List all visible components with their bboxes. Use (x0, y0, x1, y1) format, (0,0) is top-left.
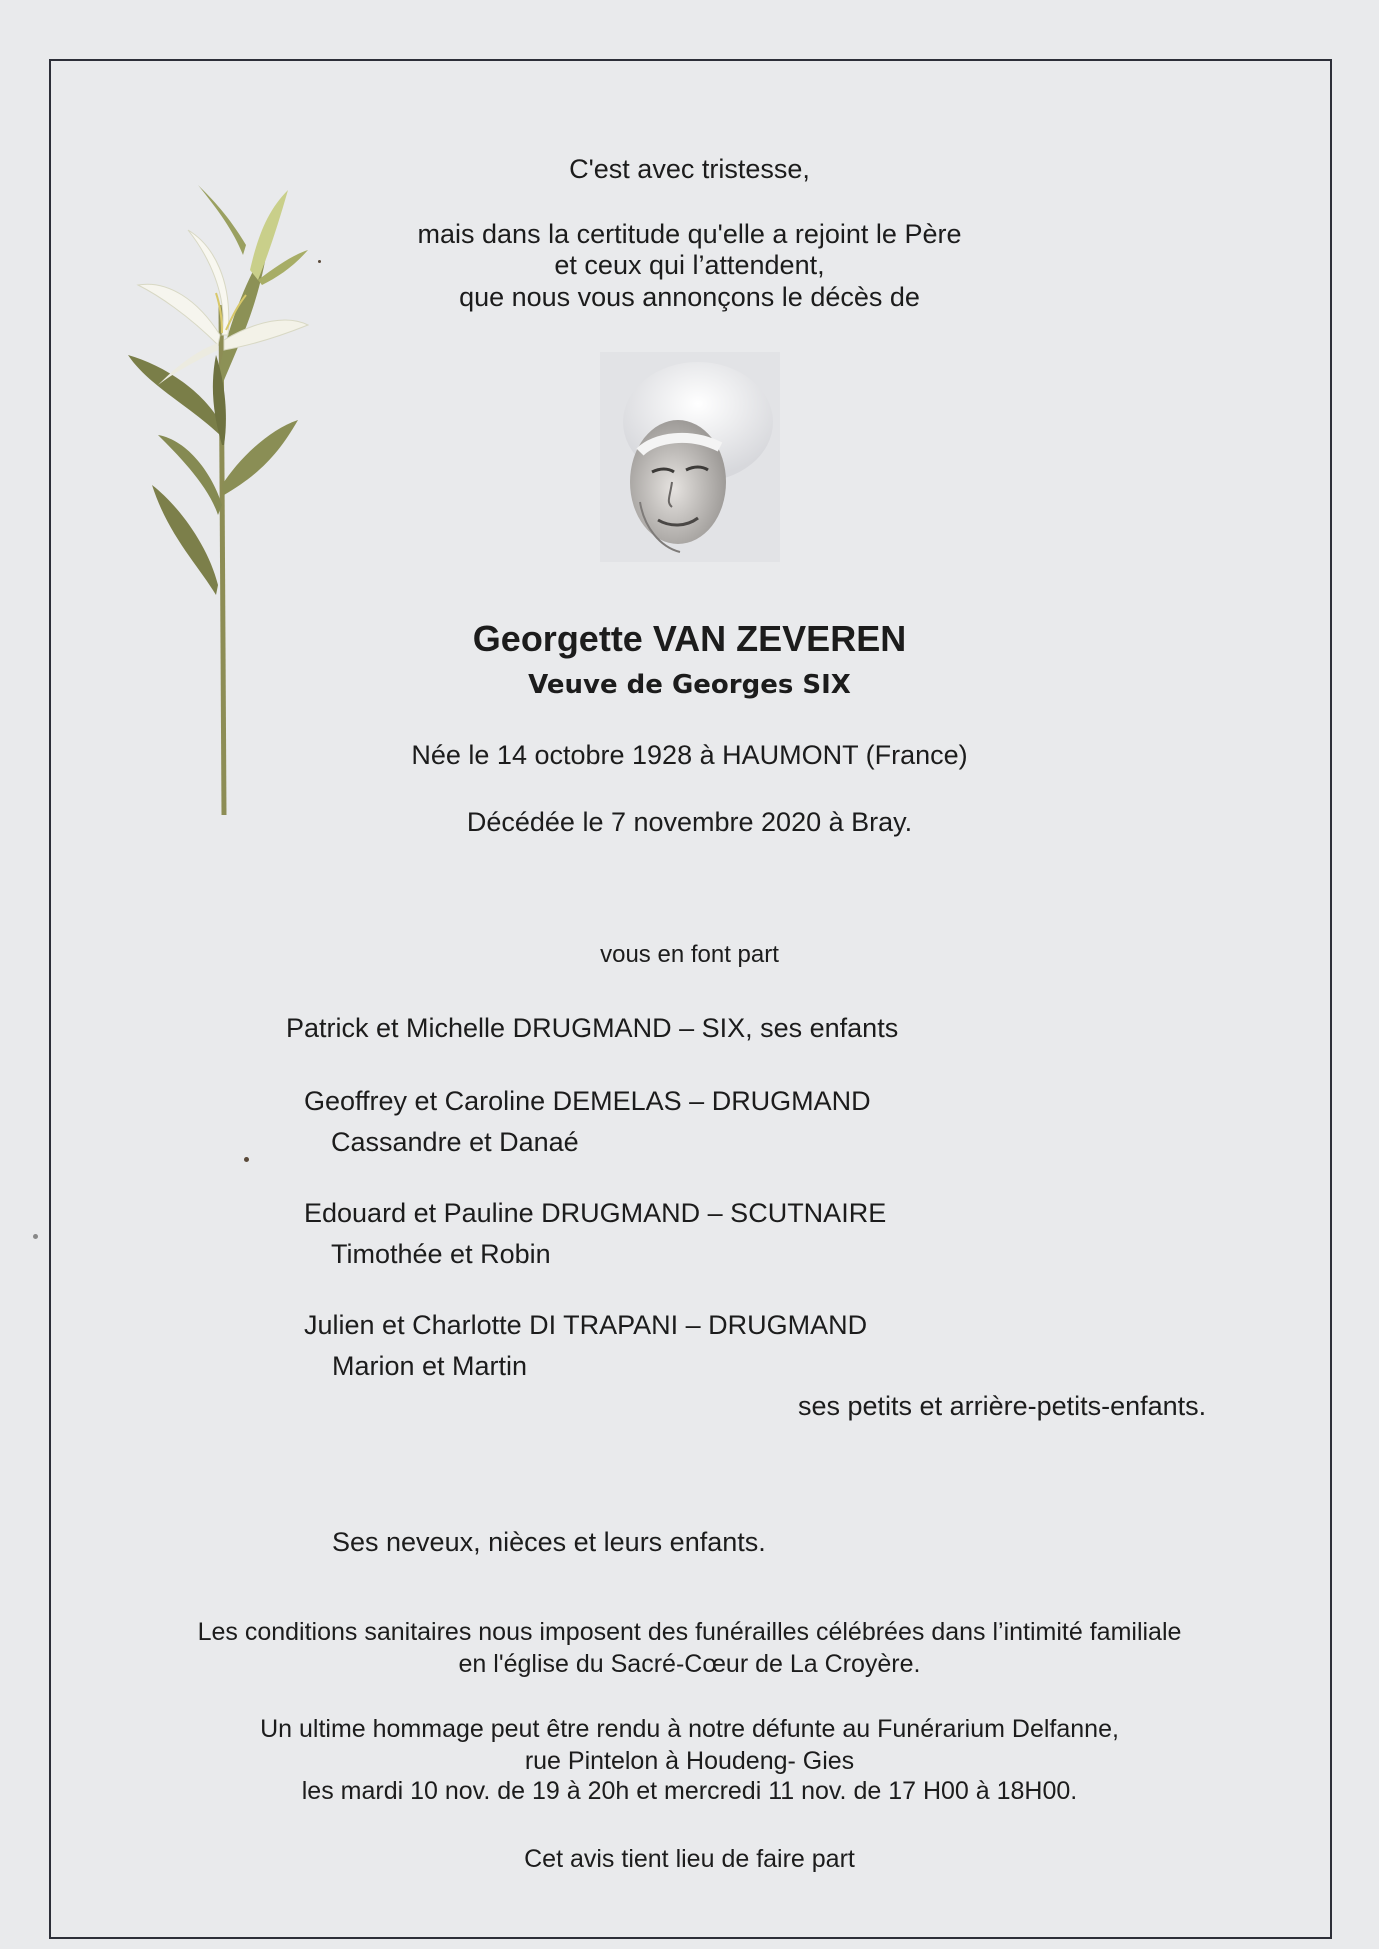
final-line: Cet avis tient lieu de faire part (524, 1845, 855, 1873)
grandchild-family-3: Julien et Charlotte DI TRAPANI – DRUGMAND (304, 1310, 868, 1340)
tribute-line-2: rue Pintelon à Houdeng- Gies (524, 1747, 855, 1775)
death-line: Décédée le 7 novembre 2020 à Bray. (466, 807, 913, 837)
lily-flower-illustration (118, 185, 318, 820)
sanitary-line-2: en l'église du Sacré-Cœur de La Croyère. (458, 1650, 921, 1678)
grandchildren-label: ses petits et arrière-petits-enfants. (798, 1391, 1207, 1421)
portrait-photo (600, 352, 780, 562)
children-line: Patrick et Michelle DRUGMAND – SIX, ses enfants (286, 1013, 899, 1043)
nephews-line: Ses neveux, nièces et leurs enfants. (332, 1527, 766, 1557)
tribute-line-1: Un ultime hommage peut être rendu à notre défunte au Funérarium Delfanne, (260, 1715, 1119, 1743)
tribute-line-3: les mardi 10 nov. de 19 à 20h et mercredi 11 nov. de 17 H00 à 18H00. (301, 1777, 1078, 1805)
birth-line: Née le 14 octobre 1928 à HAUMONT (France) (411, 740, 968, 770)
grandchild-family-1: Geoffrey et Caroline DEMELAS – DRUGMAND (304, 1086, 871, 1116)
paper-speck (33, 1234, 38, 1239)
paper-speck (244, 1157, 249, 1162)
deceased-name: Georgette VAN ZEVEREN (472, 618, 907, 659)
opening-line: C'est avec tristesse, (569, 154, 810, 184)
sanitary-line-1: Les conditions sanitaires nous imposent des funérailles célébrées dans l’intimité familiale (197, 1618, 1182, 1646)
intro-line-3: et ceux qui l’attendent, (554, 250, 825, 280)
great-grandchildren-1: Cassandre et Danaé (331, 1127, 579, 1157)
intro-line-2: mais dans la certitude qu'elle a rejoint le Père (417, 219, 962, 249)
intro-line-4: que nous vous annonçons le décès de (459, 282, 920, 312)
announce-line: vous en font part (600, 941, 779, 968)
great-grandchildren-3: Marion et Martin (332, 1351, 528, 1381)
widow-of: Veuve de Georges SIX (528, 670, 851, 700)
grandchild-family-2: Edouard et Pauline DRUGMAND – SCUTNAIRE (304, 1198, 887, 1228)
great-grandchildren-2: Timothée et Robin (331, 1239, 551, 1269)
